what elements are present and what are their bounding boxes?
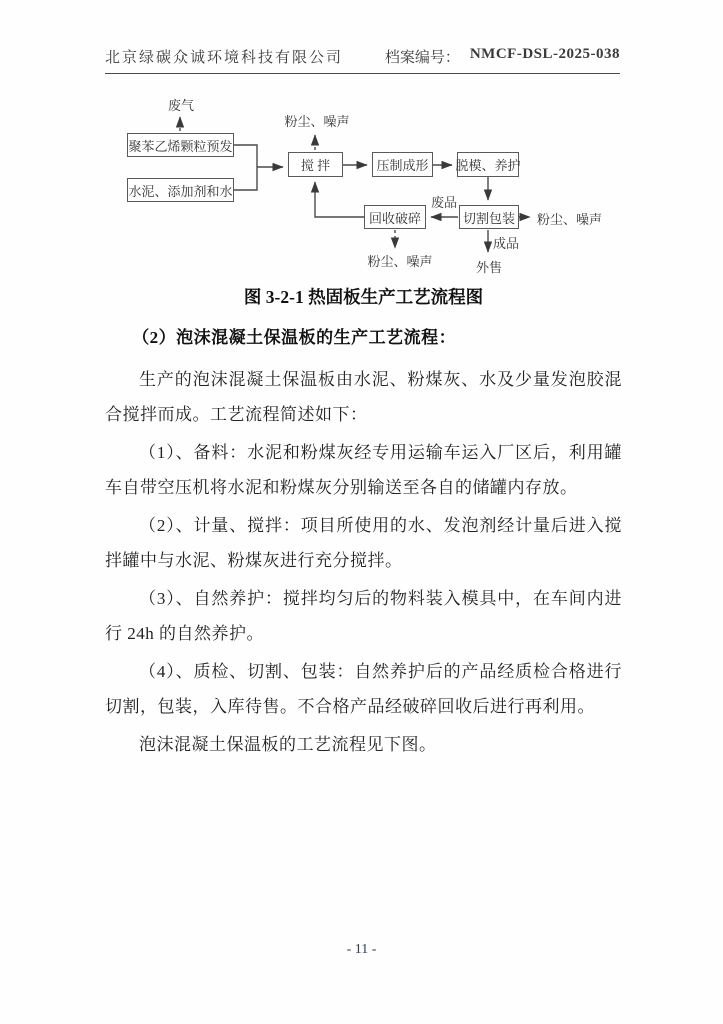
paragraph-step3-curing: （3）、自然养护：搅拌均匀后的物料装入模具中，在车间内进行 24h 的自然养护。: [105, 589, 622, 643]
section-heading: （2）泡沫混凝土保温板的生产工艺流程：: [132, 328, 457, 347]
node-eps-preexpansion: 聚苯乙烯颗粒预发: [127, 133, 234, 157]
label-scrap: 废品: [430, 195, 458, 210]
label-dust-noise-recycle: 粉尘、噪声: [367, 254, 433, 269]
label-dust-noise-mixing: 粉尘、噪声: [284, 114, 350, 129]
page-number: - 11 -: [346, 942, 377, 957]
process-flowchart: [0, 0, 723, 285]
label-external-sale: 外售: [475, 260, 503, 275]
paragraph-intro: 生产的泡沫混凝土保温板由水泥、粉煤灰、水及少量发泡胶混合搅拌而成。工艺流程简述如下：: [105, 370, 622, 424]
flowchart-connectors: [0, 0, 723, 285]
paragraph-step2-mixing: （2）、计量、搅拌：项目所使用的水、发泡剂经计量后进入搅拌罐中与水泥、粉煤灰进行充分搅拌。: [105, 516, 622, 570]
label-finished-product: 成品: [493, 236, 520, 251]
figure-caption: 图 3-2-1 热固板生产工艺流程图: [243, 287, 484, 307]
body-text: [105, 320, 622, 765]
label-dust-noise-cutting: 粉尘、噪声: [537, 212, 603, 227]
archive-label: 档案编号：: [384, 50, 460, 66]
label-waste-gas: 废气: [167, 98, 195, 113]
archive-number: NMCF-DSL-2025-038: [469, 46, 620, 62]
node-cement-additives-water: 水泥、添加剂和水: [127, 178, 234, 202]
node-press-forming: 压制成形: [372, 152, 433, 177]
paragraph-step1-materials: （1）、备料：水泥和粉煤灰经专用运输车运入厂区后，利用罐车自带空压机将水泥和粉煤灰分别输送至各自的储罐内存放。: [105, 443, 622, 497]
paragraph-closing: 泡沫混凝土保温板的工艺流程见下图。: [139, 735, 437, 754]
node-cutting-packaging: 切割包装: [459, 205, 519, 229]
paragraph-step4-inspection: （4）、质检、切割、包装：自然养护后的产品经质检合格进行切割，包装，入库待售。不合格产品经破碎回收后进行再利用。: [105, 662, 622, 716]
node-mixing: 搅 拌: [288, 152, 343, 177]
node-demold-curing: 脱模、养护: [457, 152, 519, 177]
node-recycle-crushing: 回收破碎: [364, 205, 426, 229]
company-name: 北京绿碳众诚环境科技有限公司: [105, 50, 344, 66]
